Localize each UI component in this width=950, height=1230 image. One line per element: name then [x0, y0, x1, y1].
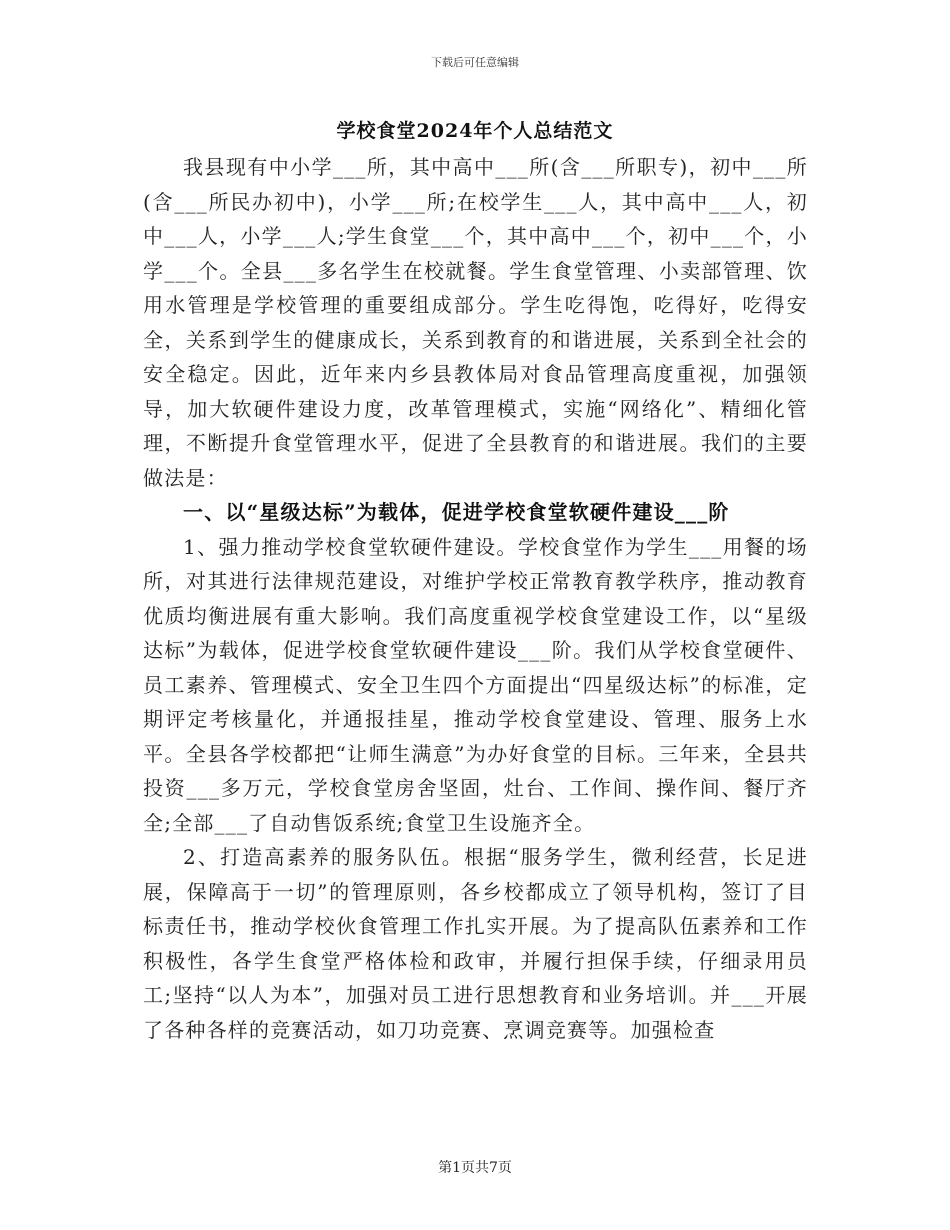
document-title: 学校食堂2024年个人总结范文	[336, 120, 614, 142]
paragraph-item-2: 2、打造高素养的服务队伍。根据“服务学生，微利经营，长足进展，保障高于一切”的管理原则，各乡校都成立了领导机构，签订了目标责任书，推动学校伙食管理工作扎实开展。为了提高队伍素养和工作积极性，各学生食堂严格体检和政审，并履行担保手续，仔细录用员工;坚持“以人为本”，加强对员工进行思想教育和业务培训。并___开展了各种各样的竞赛活动，如刀功竞赛、烹调竞赛等。加强检查	[143, 845, 808, 1042]
intro-paragraph: 我县现有中小学___所，其中高中___所(含___所职专)，初中___所(含___所民办初中)，小学___所;在校学生___人，其中高中___人，初中___人，小学___人;学生食堂___个，其中高中___个，初中___个，小学___个。全县___多名学生在校就餐。学生食堂管理、小卖部管理、饮用水管理是学校管理的重要组成部分。学生吃得饱，吃得好，吃得安全，关系到学生的健康成长，关系到教育的和谐进展，关系到全社会的安全稳定。因此，近年来内乡县教体局对食品管理高度重视，加强领导，加大软硬件建设力度，改革管理模式，实施“网络化”、精细化管理，不断提升食堂管理水平，促进了全县教育的和谐进展。我们的主要做法是：	[143, 155, 808, 490]
document-body	[143, 150, 808, 1047]
paragraph-item-1: 1、强力推动学校食堂软硬件建设。学校食堂作为学生___用餐的场所，对其进行法律规范建设，对维护学校正常教育教学秩序，推动教育优质均衡进展有重大影响。我们高度重视学校食堂建设工作，以“星级达标”为载体，促进学校食堂软硬件建设___阶。我们从学校食堂硬件、员工素养、管理模式、安全卫生四个方面提出“四星级达标”的标准，定期评定考核量化，并通报挂星，推动学校食堂建设、管理、服务上水平。全县各学校都把“让师生满意”为办好食堂的目标。三年来，全县共投资___多万元，学校食堂房舍坚固，灶台、工作间、操作间、餐厅齐全;全部___了自动售饭系统;食堂卫生设施齐全。	[143, 534, 808, 835]
page-header-note: 下载后可任意编辑	[431, 56, 519, 69]
section-heading-1: 一、以“星级达标”为载体，促进学校食堂软硬件建设___阶	[183, 500, 730, 524]
page-footer-indicator: 第1页共7页	[438, 1160, 512, 1176]
